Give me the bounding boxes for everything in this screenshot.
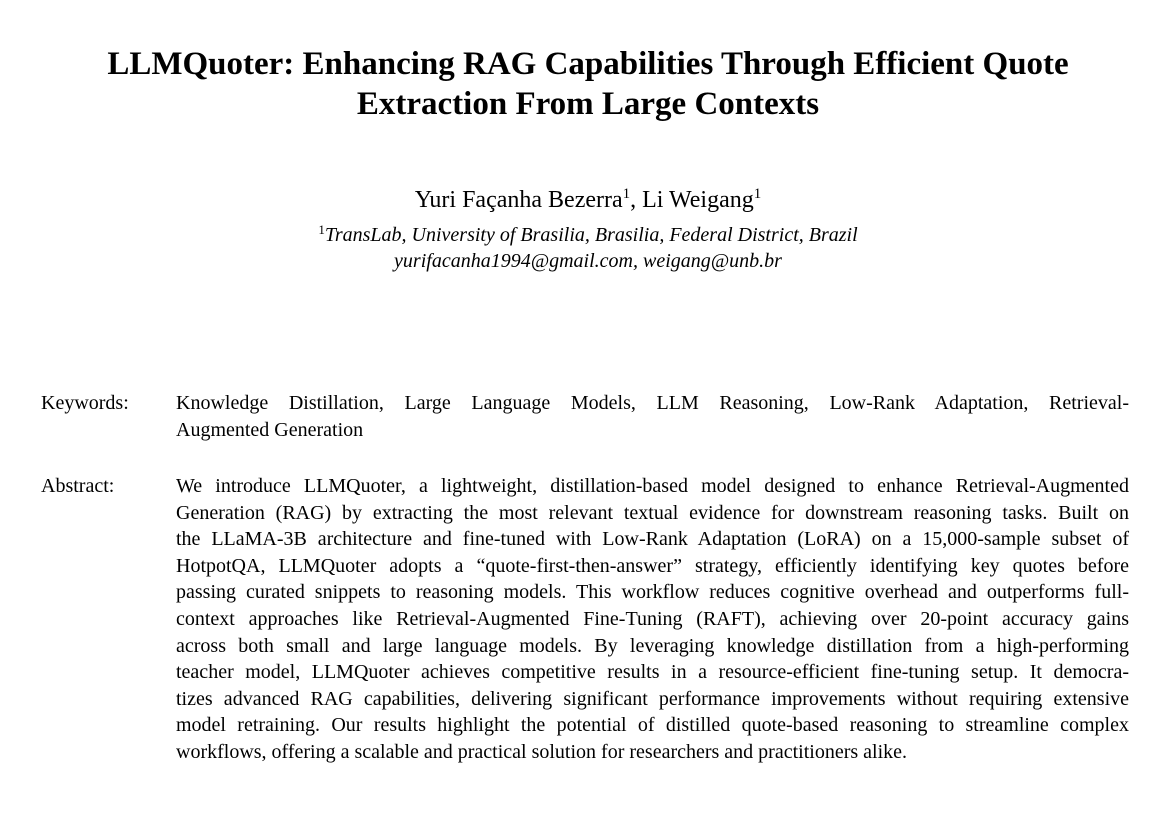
abstract-text bbox=[176, 473, 1129, 766]
abstract-line: tizes advanced RAG capabilities, delivering significant performance improvements without requiring extensive bbox=[176, 687, 1129, 710]
keywords-line: Augmented Generation bbox=[176, 418, 364, 441]
abstract-line: passing curated snippets to reasoning models. This workflow reduces cognitive overhead and outperforms full- bbox=[176, 581, 1129, 604]
author-name: Yuri Façanha Bezerra bbox=[414, 187, 623, 213]
affiliation-mark: 1 bbox=[318, 222, 325, 237]
abstract-line: teacher model, LLMQuoter achieves competitive results in a resource-efficient fine-tuning setup. It democra- bbox=[176, 661, 1129, 684]
abstract-line: Generation (RAG) by extracting the most relevant textual evidence for downstream reasoning tasks. Built on bbox=[176, 501, 1129, 524]
title-line: Extraction From Large Contexts bbox=[356, 86, 820, 122]
affiliation-mark: 1 bbox=[753, 186, 762, 202]
abstract-label: Abstract: bbox=[41, 475, 115, 497]
affiliation-block bbox=[0, 222, 1176, 274]
abstract-line: model retraining. Our results highlight the potential of distilled quote-based reasoning to streamline complex bbox=[176, 714, 1129, 737]
title-line: LLMQuoter: Enhancing RAG Capabilities Through Efficient Quote bbox=[107, 46, 1069, 82]
abstract-line: across both small and large language models. By leveraging knowledge distillation from a high-performing bbox=[176, 634, 1129, 657]
abstract-line: the LLaMA-3B architecture and fine-tuned with Low-Rank Adaptation (LoRA) on a 15,000-sample subset of bbox=[176, 528, 1129, 551]
paper-title bbox=[40, 44, 1136, 124]
affiliation-text: TransLab, University of Brasilia, Brasilia, Federal District, Brazil bbox=[324, 224, 858, 246]
keywords-text bbox=[176, 390, 1129, 443]
keywords-line: Knowledge Distillation, Large Language Models, LLM Reasoning, Low-Rank Adaptation, Retrieval- bbox=[176, 392, 1129, 414]
abstract-line: workflows, offering a scalable and practical solution for researchers and practitioners alike. bbox=[176, 740, 908, 763]
abstract-line: We introduce LLMQuoter, a lightweight, distillation-based model designed to enhance Retrieval-Augmented bbox=[176, 475, 1129, 497]
author-name: Li Weigang bbox=[642, 187, 754, 213]
author-separator: , bbox=[630, 187, 643, 213]
abstract-line: context approaches like Retrieval-Augmented Fine-Tuning (RAFT), achieving over 20-point accuracy gains bbox=[176, 607, 1129, 630]
author-list bbox=[0, 184, 1176, 216]
author-emails: yurifacanha1994@gmail.com, weigang@unb.br bbox=[394, 250, 782, 272]
keywords-label: Keywords: bbox=[41, 392, 129, 414]
affiliation-mark: 1 bbox=[622, 186, 631, 202]
abstract-line: HotpotQA, LLMQuoter adopts a “quote-first-then-answer” strategy, efficiently identifying key quotes before bbox=[176, 554, 1129, 577]
affiliation-line bbox=[0, 222, 1176, 248]
